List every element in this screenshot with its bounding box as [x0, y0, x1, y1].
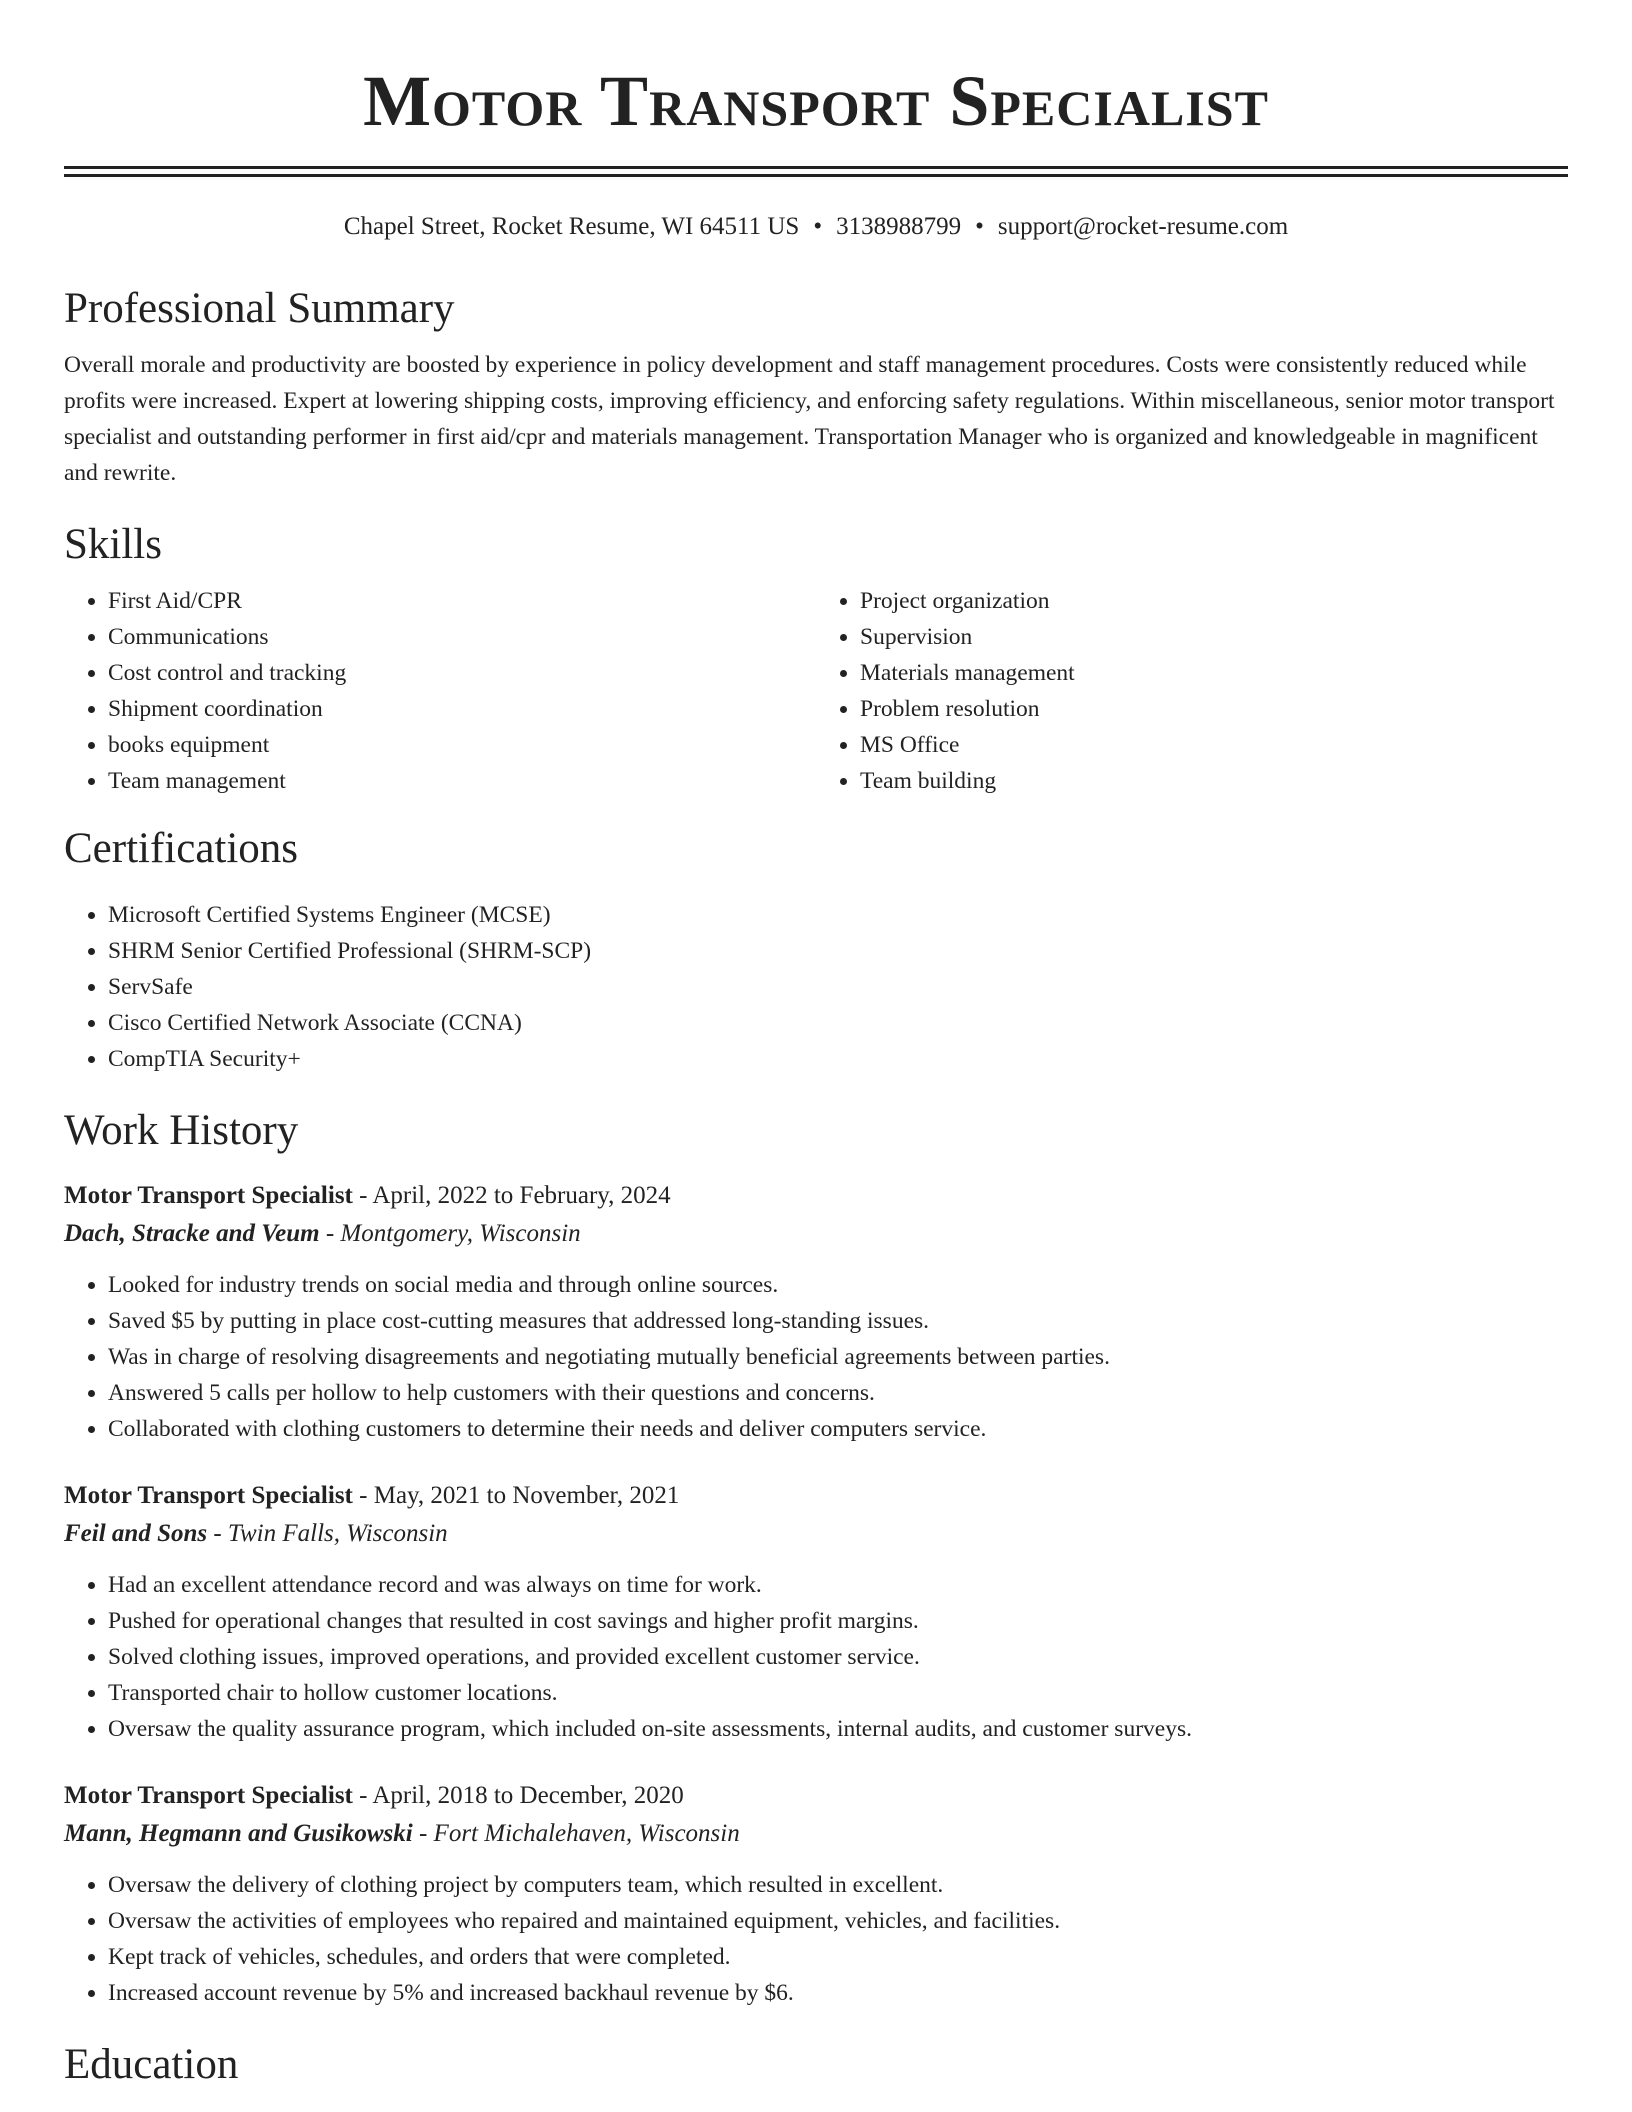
resume-title: Motor Transport Specialist — [363, 61, 1269, 141]
job-bullets — [64, 1267, 1568, 1447]
skill-item: • Materials management — [860, 655, 1568, 691]
contact-address: Chapel Street, Rocket Resume, WI 64511 US — [343, 213, 800, 240]
job-company: Mann, Hegmann and Gusikowski — [64, 1820, 413, 1847]
job-dates: - April, 2022 to February, 2024 — [352, 1182, 671, 1209]
job-bullet: • Oversaw the activities of employees who repaired and maintained equipment, vehicles, and facilities. — [108, 1903, 1568, 1939]
resume-page — [64, 0, 1568, 2091]
job-entry — [64, 1177, 1568, 1447]
skill-item: • Project organization — [860, 583, 1568, 619]
job-entry — [64, 1777, 1568, 2011]
skills-left-list — [64, 583, 816, 799]
job-dates: - April, 2018 to December, 2020 — [352, 1782, 684, 1809]
skills-right-list — [816, 583, 1568, 799]
job-bullet: • Increased account revenue by 5% and increased backhaul revenue by $6. — [108, 1975, 1568, 2011]
skills-columns — [64, 583, 1568, 799]
skill-item: • First Aid/CPR — [108, 583, 816, 619]
certification-item: • ServSafe — [108, 969, 1568, 1005]
skill-item: • Communications — [108, 619, 816, 655]
contact-email: support@rocket-resume.com — [997, 213, 1289, 240]
job-location: - Fort Michalehaven, Wisconsin — [412, 1820, 740, 1847]
job-company-line — [64, 1515, 1568, 1553]
skill-item: • Team management — [108, 763, 816, 799]
skill-item: • books equipment — [108, 727, 816, 763]
certification-item: • CompTIA Security+ — [108, 1041, 1568, 1077]
job-bullet: • Had an excellent attendance record and was always on time for work. — [108, 1567, 1568, 1603]
job-bullet: • Collaborated with clothing customers to determine their needs and deliver computers service. — [108, 1411, 1568, 1447]
job-bullet: • Oversaw the delivery of clothing project by computers team, which resulted in excellent. — [108, 1867, 1568, 1903]
skill-item: • Team building — [860, 763, 1568, 799]
skill-item: • Cost control and tracking — [108, 655, 816, 691]
job-bullets — [64, 1867, 1568, 2011]
job-bullets — [64, 1567, 1568, 1747]
skill-item: • Shipment coordination — [108, 691, 816, 727]
job-bullet: • Solved clothing issues, improved operations, and provided excellent customer service. — [108, 1639, 1568, 1675]
work-history-heading: Work History — [64, 1107, 299, 1154]
job-title: Motor Transport Specialist — [64, 1482, 353, 1509]
certification-item: • Microsoft Certified Systems Engineer (MCSE) — [108, 897, 1568, 933]
job-bullet: • Was in charge of resolving disagreements and negotiating mutually beneficial agreements between parties. — [108, 1339, 1568, 1375]
job-company: Feil and Sons — [64, 1520, 208, 1547]
job-title: Motor Transport Specialist — [64, 1782, 353, 1809]
job-bullet: • Looked for industry trends on social media and through online sources. — [108, 1267, 1568, 1303]
job-location: - Twin Falls, Wisconsin — [207, 1520, 448, 1547]
job-title-line — [64, 1477, 1568, 1515]
contact-separator: • — [975, 213, 984, 240]
job-company-line — [64, 1215, 1568, 1253]
summary-heading: Professional Summary — [64, 285, 455, 332]
job-bullet: • Saved $5 by putting in place cost-cutting measures that addressed long-standing issues. — [108, 1303, 1568, 1339]
skill-item: • MS Office — [860, 727, 1568, 763]
skill-item: • Problem resolution — [860, 691, 1568, 727]
job-bullet: • Answered 5 calls per hollow to help customers with their questions and concerns. — [108, 1375, 1568, 1411]
summary-text: Overall morale and productivity are boosted by experience in policy development and staff management procedures. Costs were consistently reduced while profits were increased. Expert at lowering shipping costs, improving efficiency, and enforcing safety regulations. Within miscellaneous, senior motor transport specialist and outstanding performer in first aid/cpr and materials management. Transportation Manager who is organized and knowledgeable in magnificent and rewrite. — [64, 352, 1555, 486]
job-company: Dach, Stracke and Veum — [64, 1220, 320, 1247]
job-title-line — [64, 1777, 1568, 1815]
certifications-list — [64, 897, 1568, 1077]
certification-item: • Cisco Certified Network Associate (CCNA) — [108, 1005, 1568, 1041]
title-divider — [64, 166, 1568, 177]
job-entry — [64, 1477, 1568, 1747]
contact-line — [64, 211, 1568, 243]
job-bullet: • Kept track of vehicles, schedules, and orders that were completed. — [108, 1939, 1568, 1975]
job-title: Motor Transport Specialist — [64, 1182, 353, 1209]
contact-separator: • — [813, 213, 823, 240]
job-company-line — [64, 1815, 1568, 1853]
education-heading: Education — [64, 2041, 239, 2088]
job-bullet: • Pushed for operational changes that resulted in cost savings and higher profit margins. — [108, 1603, 1568, 1639]
skill-item: • Supervision — [860, 619, 1568, 655]
job-bullet: • Transported chair to hollow customer locations. — [108, 1675, 1568, 1711]
skills-heading: Skills — [64, 521, 162, 568]
job-bullet: • Oversaw the quality assurance program, which included on-site assessments, internal audits, and customer surveys. — [108, 1711, 1568, 1747]
job-location: - Montgomery, Wisconsin — [319, 1220, 581, 1247]
job-title-line — [64, 1177, 1568, 1215]
job-dates: - May, 2021 to November, 2021 — [352, 1482, 680, 1509]
contact-phone: 3138988799 — [836, 213, 962, 240]
certification-item: • SHRM Senior Certified Professional (SHRM-SCP) — [108, 933, 1568, 969]
certifications-heading: Certifications — [64, 825, 299, 872]
